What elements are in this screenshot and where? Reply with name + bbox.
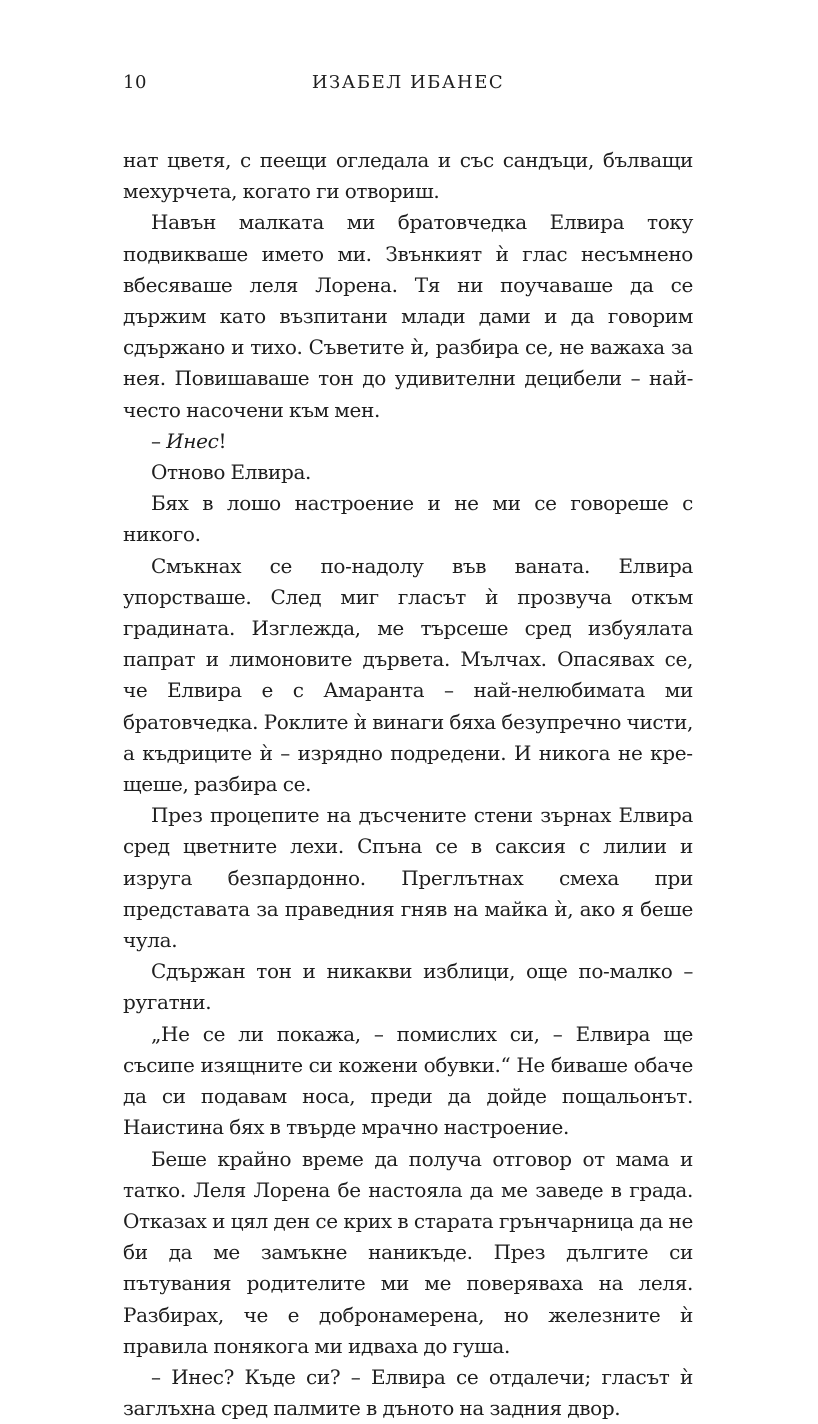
paragraph: нат цветя, с пеещи огледала и със сандъци, бълващи мехурчета, когато ги отвориш. bbox=[123, 148, 693, 204]
dialogue-dash: – bbox=[151, 428, 167, 453]
paragraph: Смъкнах се по-надолу във ваната. Елвира упорстваше. След миг гласът ѝ прозвуча откъм градината. Изглежда, ме търсеше сред избуялата папрат и лимоновите дървета. Мълчах. Опасявах се, че Елвира е с Амаранта – най-нелюбимата ми братовчедка. Роклите ѝ винаги бяха безупречно чисти, а къдриците ѝ – изрядно подредени. И никога не крещеше, разбира се. bbox=[123, 553, 693, 797]
paragraph: Сдържан тон и никакви изблици, още по-малко – ругатни. bbox=[123, 959, 693, 1015]
page-number: 10 bbox=[123, 72, 147, 93]
running-head-author: ИЗАБЕЛ ИБАНЕС bbox=[311, 72, 505, 93]
body-text bbox=[123, 145, 693, 1424]
paragraph: Отново Елвира. bbox=[151, 460, 312, 485]
running-header bbox=[123, 72, 693, 102]
paragraph: „Не се ли покажа, – помислих си, – Елвира ще съсипе изящните си кожени обувки.“ Не биваше обаче да си подавам носа, преди да дойде пощальонът. Наистина бях в твърде мрачно настроение. bbox=[123, 1021, 693, 1140]
book-page bbox=[123, 0, 693, 1421]
dialogue-punctuation: ! bbox=[218, 428, 227, 453]
paragraph: – Инес? Къде си? – Елвира се отдалечи; гласът ѝ заглъхна сред палмите в дъното на задния двор. bbox=[123, 1364, 693, 1421]
dialogue-name: Инес bbox=[166, 428, 219, 453]
paragraph: Беше крайно време да получа отговор от мама и татко. Леля Лорена бе настояла да ме заведе в града. Отказах и цял ден се крих в старата грънчарница да не би да ме замъкне наникъде. През дългите си пътувания родителите ми ме поверяваха на леля. Разбирах, че е добронамерена, но железните ѝ правила понякога ми идваха до гуша. bbox=[123, 1146, 693, 1358]
dialogue-line bbox=[123, 426, 693, 457]
paragraph: През процепите на дъсчените стени зърнах Елвира сред цветните лехи. Спъна се в саксия с лилии и изруга безпардонно. Преглътнах смеха при представата за праведния гняв на майка ѝ, ако я беше чула. bbox=[123, 803, 693, 953]
paragraph: Навън малката ми братовчедка Елвира току подвикваше името ми. Звънкият ѝ глас несъмнено вбесяваше леля Лорена. Тя ни поучаваше да се държим като възпитани млади дами и да говорим сдържано и тихо. Съветите ѝ, разбира се, не важаха за нея. Повишаваше тон до удивителни децибели – най-често насочени към мен. bbox=[123, 210, 693, 422]
paragraph: Бях в лошо настроение и не ми се говореше с никого. bbox=[123, 491, 693, 547]
